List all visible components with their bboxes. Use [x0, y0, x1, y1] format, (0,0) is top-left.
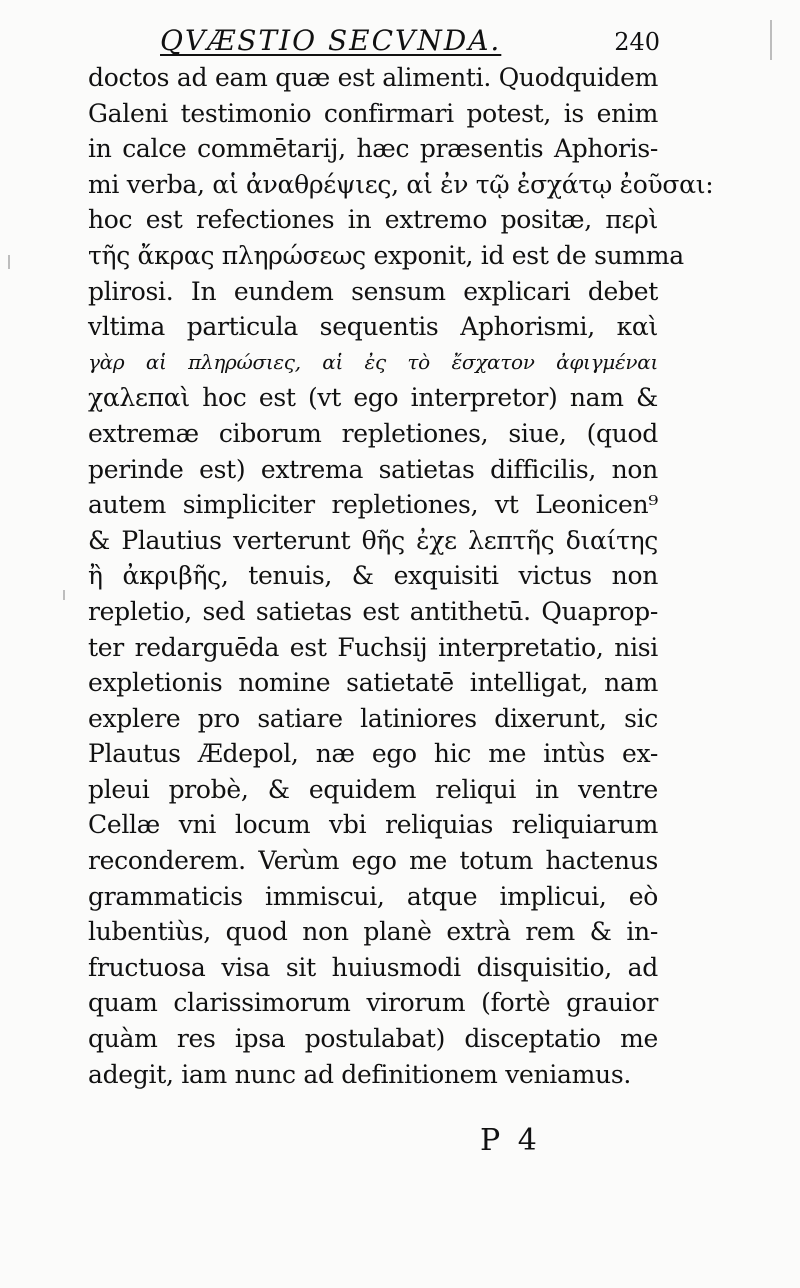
text-line: reconderem. Verùm ego me totum hactenus	[88, 846, 658, 876]
text-line: grammaticis immiscui, atque implicui, eò	[88, 881, 658, 911]
text-line: γὰρ αἱ πληρώσιες, αἱ ἐς τὸ ἔσχατον ἀφιγμέναι	[88, 349, 658, 374]
text-line: lubentiùs, quod non planè extrà rem & in-	[88, 917, 658, 947]
margin-speck	[8, 255, 10, 269]
text-line: Galeni testimonio confirmari potest, is enim	[88, 98, 658, 128]
text-line: ἢ ἀκριβῆς, tenuis, & exquisiti victus non	[88, 561, 658, 591]
text-line: fructuosa visa sit huiusmodi disquisitio, ad	[88, 952, 658, 982]
text-line: χαλεπαὶ hoc est (vt ego interpretor) nam &	[88, 383, 658, 413]
text-line: quàm res ipsa postulabat) disceptatio me	[88, 1024, 658, 1054]
running-head	[90, 24, 660, 58]
page-number: 240	[614, 28, 660, 56]
text-line: doctos ad eam quæ est alimenti. Quodquidem	[88, 63, 658, 92]
text-line: ter redarguēda est Fuchsij interpretatio, nisi	[88, 632, 658, 662]
text-line: perinde est) extrema satietas difficilis, non	[88, 454, 658, 484]
text-line: adegit, iam nunc ad definitionem veniamus.	[88, 1059, 631, 1089]
text-line: Cellæ vni locum vbi reliquias reliquiarum	[88, 810, 658, 840]
text-line: plirosi. In eundem sensum explicari debet	[88, 276, 658, 306]
text-line: quam clarissimorum virorum (fortè grauior	[88, 988, 658, 1018]
text-line: repletio, sed satietas est antithetū. Quaprop-	[88, 596, 658, 626]
margin-speck	[770, 20, 772, 60]
text-line: & Plautius verterunt θῆς ἐχε λεπτῆς διαίτης	[88, 525, 658, 555]
text-line: τῆς ἄκρας πληρώσεως exponit, id est de summa	[88, 240, 684, 270]
signature-mark: P 4	[480, 1123, 541, 1158]
text-line: Plautus Ædepol, næ ego hic me intùs ex-	[88, 739, 658, 769]
body-text	[88, 60, 714, 1092]
text-line: expletionis nomine satietatē intelligat, nam	[88, 668, 658, 698]
text-line: extremæ ciborum repletiones, siue, (quod	[88, 418, 658, 448]
text-line: pleui probè, & equidem reliqui in ventre	[88, 774, 658, 804]
margin-speck	[63, 590, 65, 600]
text-line: in calce commētarij, hæc præsentis Aphoris-	[88, 134, 658, 164]
text-line: hoc est refectiones in extremo positæ, περὶ	[88, 205, 658, 235]
text-line: vltima particula sequentis Aphorismi, καὶ	[88, 312, 658, 342]
text-line: explere pro satiare latiniores dixerunt, sic	[88, 703, 658, 733]
text-line: mi verba, αἱ ἀναθρέψιες, αἱ ἐν τῷ ἐσχάτῳ ἐοῦσαι:	[88, 169, 714, 199]
text-line: autem simpliciter repletiones, vt Leonicen⁹	[88, 490, 658, 520]
running-head-title: QVÆSTIO SECVNDA.	[160, 24, 502, 57]
